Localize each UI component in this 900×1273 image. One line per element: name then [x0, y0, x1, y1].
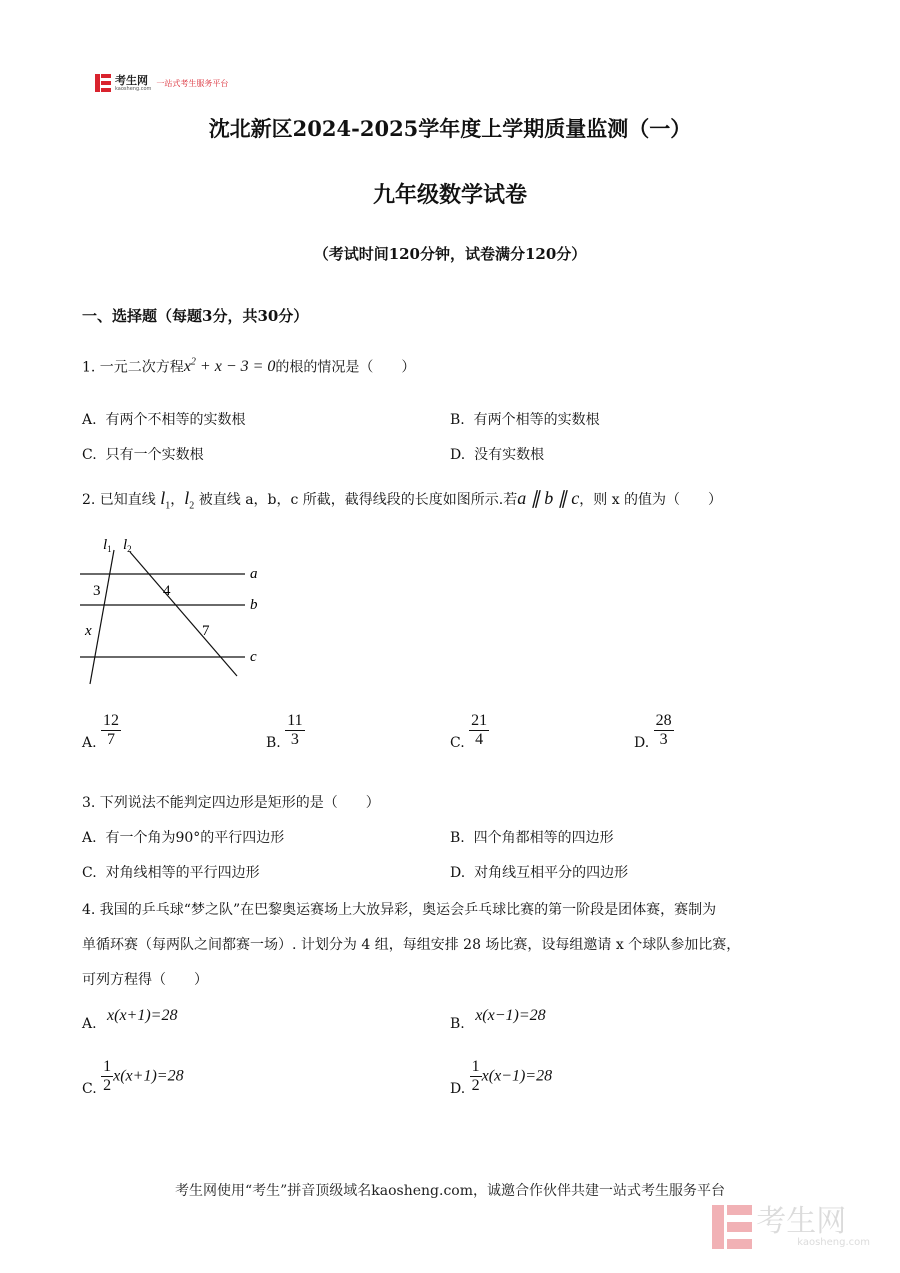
- question-4-line-2: 单循环赛（每两队之间都赛一场）. 计划分为 4 组，每组安排 28 场比赛，设每组邀请 x 个球队参加比赛，: [82, 937, 741, 953]
- q3-option-c[interactable]: C. 对角线相等的平行四边形: [82, 865, 260, 881]
- question-3-stem: 3. 下列说法不能判定四边形是矩形的是（ ）: [82, 795, 380, 811]
- q4-option-c[interactable]: C. $\frac{1}{2}$ x(x+1)=28: [82, 1058, 184, 1097]
- question-4-line-3: 可列方程得（ ）: [82, 972, 208, 988]
- q2-figure: [75, 532, 275, 687]
- logo-slogan: 一站式考生服务平台: [156, 78, 229, 88]
- q1-option-c[interactable]: C. 只有一个实数根: [82, 447, 204, 463]
- segment-label-x: x: [85, 623, 92, 639]
- exam-info: （考试时间120分钟，试卷满分120分）: [313, 245, 587, 263]
- segment-label-3: 3: [93, 583, 101, 599]
- label-l2: $l_2$: [123, 537, 132, 554]
- site-logo: [95, 72, 228, 94]
- segment-label-4: 4: [163, 583, 171, 599]
- label-b: b: [250, 597, 258, 613]
- logo-text: 考生网 kaosheng.com: [115, 73, 152, 92]
- label-c: c: [250, 649, 257, 665]
- q1-option-d[interactable]: D. 没有实数根: [450, 447, 545, 463]
- question-4-line-1: 4. 我国的乒乓球“梦之队”在巴黎奥运赛场上大放异彩，奥运会乒乓球比赛的第一阶段是团体赛，赛制为: [82, 902, 717, 918]
- label-l1: $l_1$: [103, 537, 112, 554]
- line-l1: [90, 550, 114, 684]
- q3-option-a[interactable]: A. 有一个角为90°的平行四边形: [82, 830, 285, 846]
- q2-parallel-condition: a ∥ b ∥ c: [517, 488, 580, 508]
- q4-option-a[interactable]: A. x(x+1)=28: [82, 1007, 178, 1032]
- q4-option-b[interactable]: B. x(x−1)=28: [450, 1007, 546, 1032]
- q3-option-b[interactable]: B. 四个角都相等的四边形: [450, 830, 614, 846]
- q2-option-d[interactable]: D. $\frac{28}{3}$: [634, 712, 672, 751]
- exam-title: 沈北新区2024-2025学年度上学期质量监测（一）: [208, 116, 692, 141]
- q2-option-b[interactable]: B. $\frac{11}{3}$: [266, 712, 303, 751]
- page-footer: 考生网使用“考生”拼音顶级域名kaosheng.com，诚邀合作伙伴共建一站式考生服务平台: [174, 1183, 726, 1199]
- question-1-stem: 1. 一元二次方程$x^2 + x - 3 = 0$的根的情况是（ ）: [82, 357, 416, 376]
- q2-option-c[interactable]: C. $\frac{21}{4}$: [450, 712, 488, 751]
- q3-option-d[interactable]: D. 对角线互相平分的四边形: [450, 865, 629, 881]
- logo-icon: [95, 74, 111, 92]
- question-2-stem: 2. 已知直线 $l_1$，$l_2$ 被直线 a，b，c 所截，截得线段的长度如图所示.若a ∥ b ∥ c，则 x 的值为（ ）: [82, 488, 723, 512]
- q4-option-d[interactable]: D. $\frac{1}{2}$ x(x−1)=28: [450, 1058, 553, 1097]
- label-a: a: [250, 566, 258, 582]
- watermark: 考生网 kaosheng.com: [712, 1205, 870, 1249]
- watermark-logo-icon: [712, 1205, 752, 1249]
- q1-option-a[interactable]: A. 有两个不相等的实数根: [82, 412, 246, 428]
- q1-option-b[interactable]: B. 有两个相等的实数根: [450, 412, 600, 428]
- q1-equation: $x^2 + x - 3 = 0$: [183, 357, 276, 376]
- q2-option-a[interactable]: A. $\frac{12}{7}$: [82, 712, 120, 751]
- exam-subtitle: 九年级数学试卷: [372, 182, 527, 208]
- section-heading: 一、选择题（每题3分，共30分）: [82, 307, 309, 325]
- segment-label-7: 7: [202, 623, 210, 639]
